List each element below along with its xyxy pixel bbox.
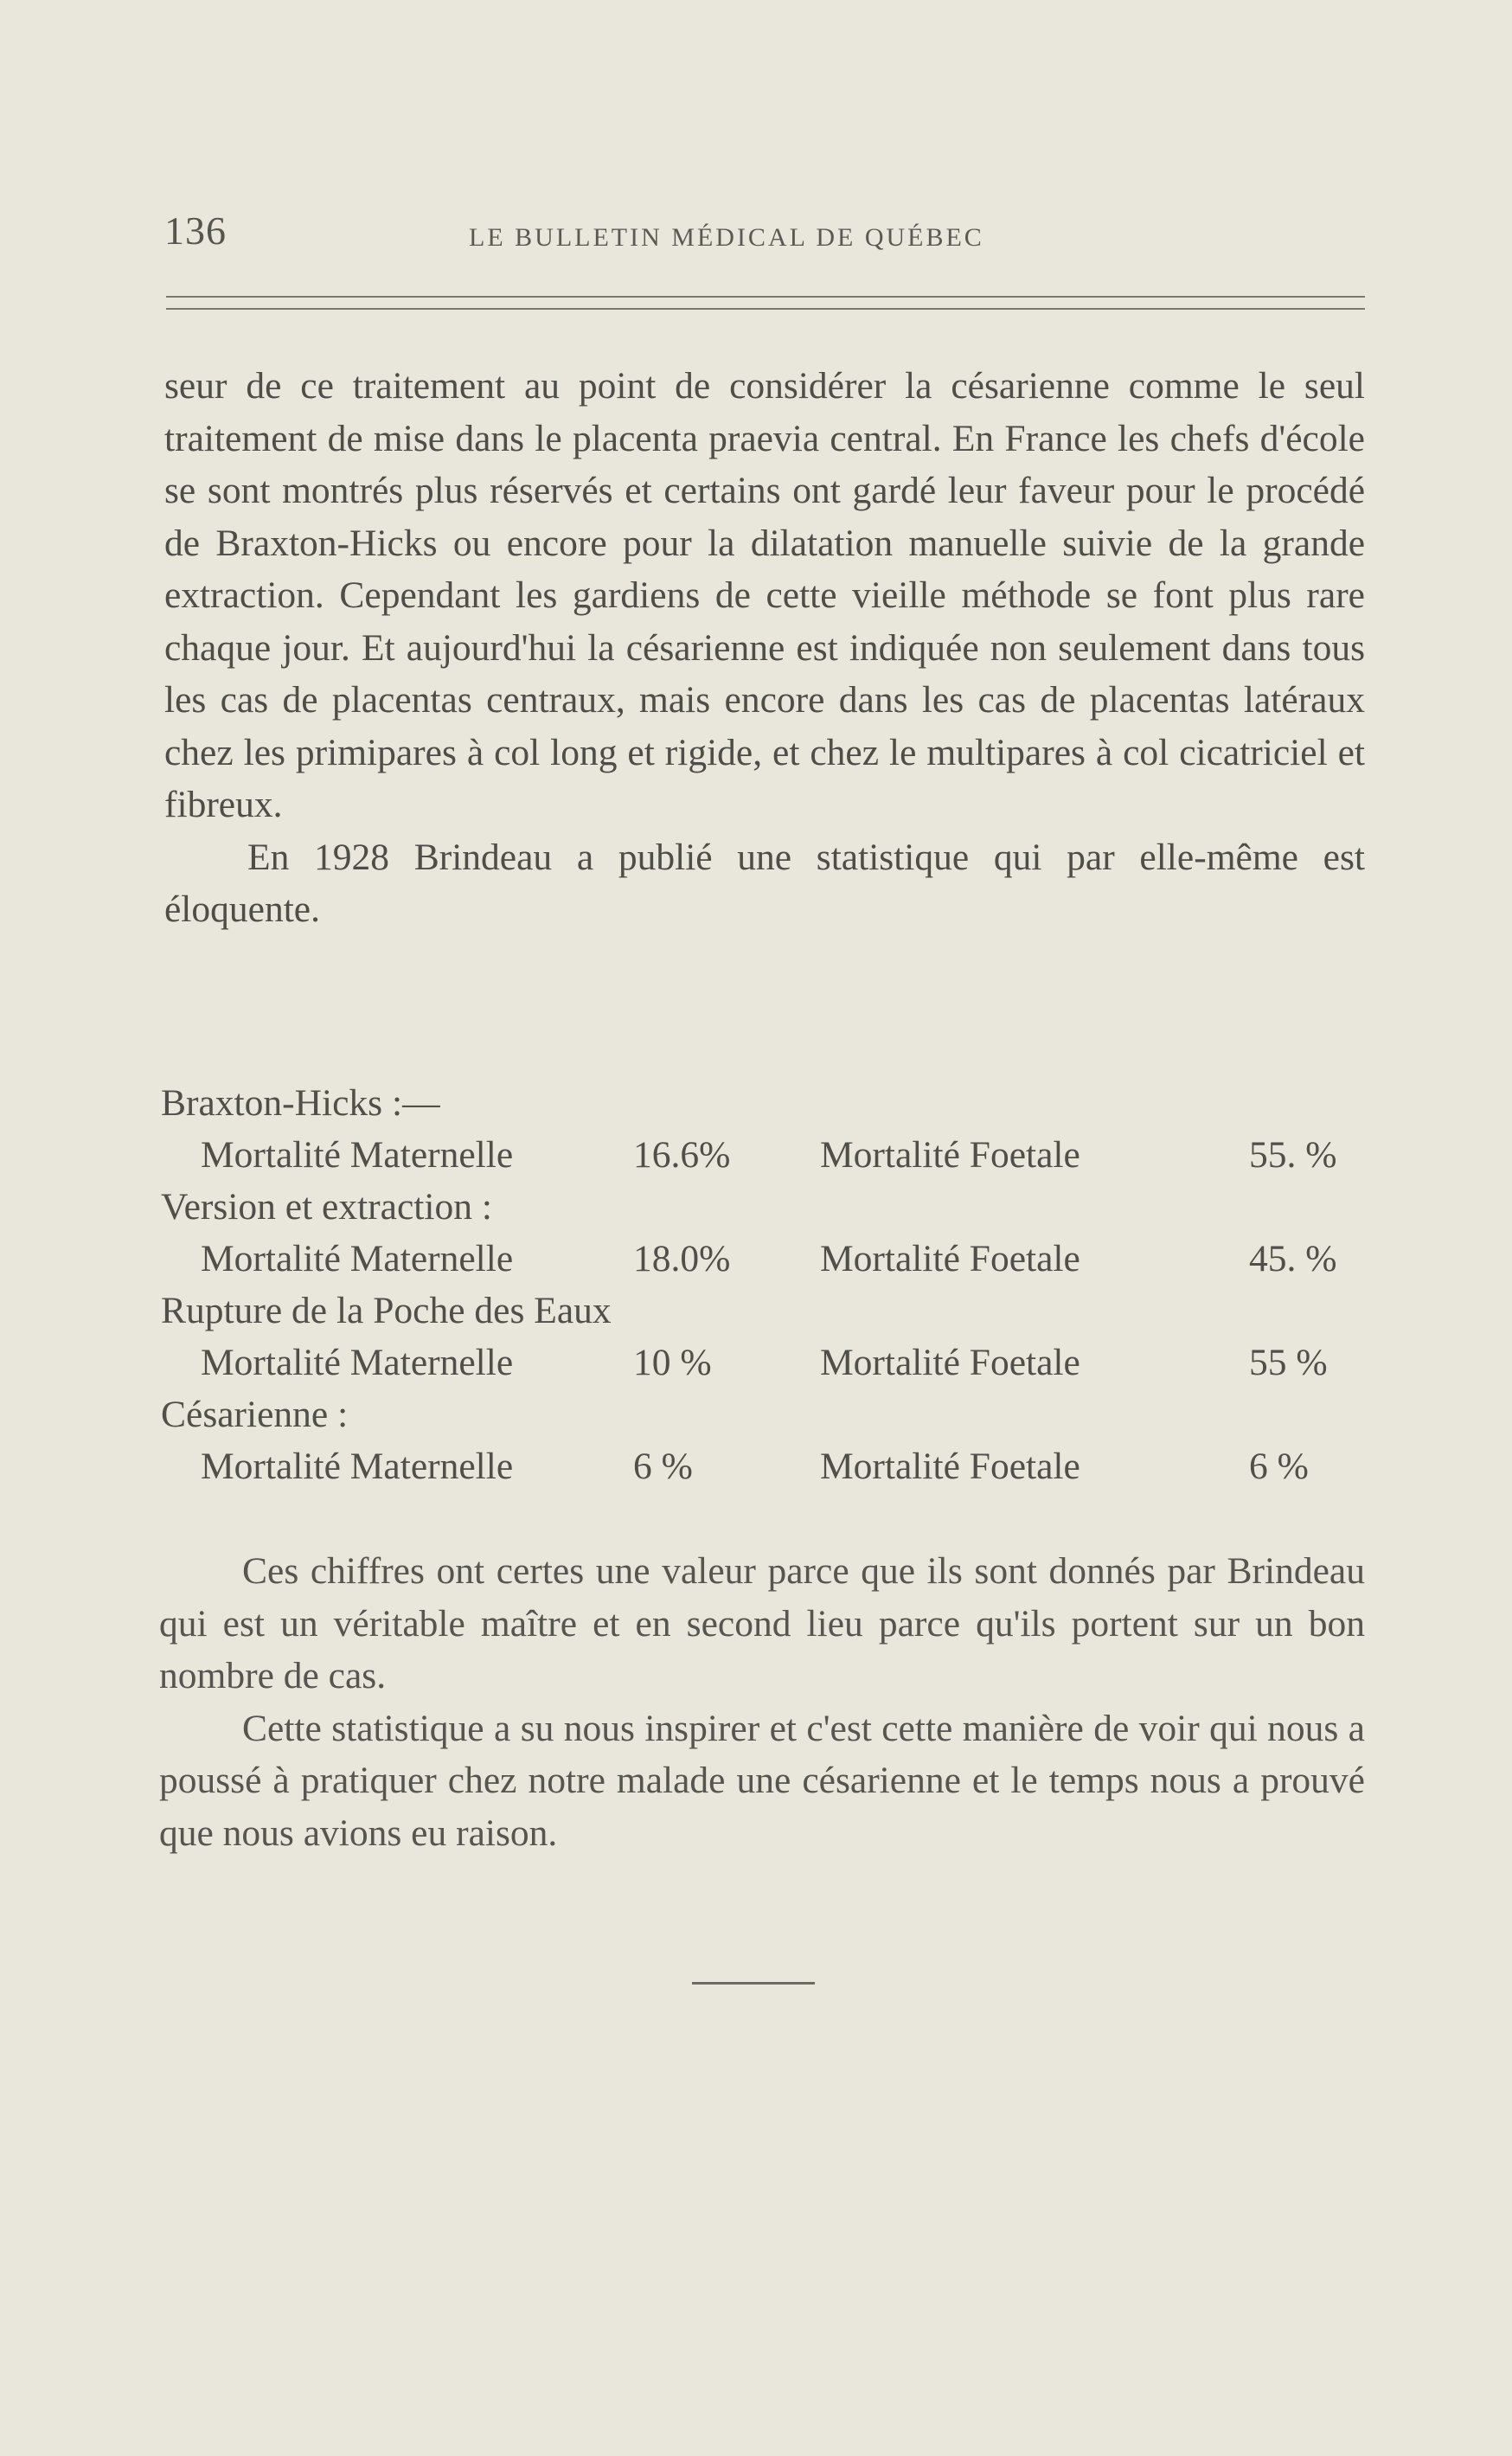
paragraph: En 1928 Brindeau a publié une statistique qui par elle-même est éloquente. [164,836,1365,930]
stat-maternal-label: Mortalité Maternelle [201,1134,514,1176]
body-text [164,360,1365,936]
stat-fetal-value: 45. % [1249,1238,1337,1279]
stat-procedure: Césarienne : [161,1394,349,1435]
stat-fetal-value: 6 % [1249,1446,1309,1487]
journal-title: LE BULLETIN MÉDICAL DE QUÉBEC [469,223,984,252]
stat-maternal-label: Mortalité Maternelle [201,1342,514,1383]
stat-maternal [201,1237,731,1280]
stat-fetal [820,1445,1309,1488]
stat-fetal [820,1341,1328,1384]
stat-fetal-value: 55. % [1249,1134,1337,1176]
stat-fetal [820,1133,1337,1177]
stat-fetal-value: 55 % [1249,1342,1328,1383]
stat-maternal [201,1341,712,1384]
stat-maternal-label: Mortalité Maternelle [201,1446,514,1487]
stat-procedure: Rupture de la Poche des Eaux [161,1290,612,1331]
header-rule [166,296,1365,298]
stat-maternal [201,1133,731,1177]
page-number: 136 [164,208,227,253]
end-rule [692,1982,815,1985]
closing-text [159,1545,1365,1859]
stat-maternal-value: 16.6% [633,1134,731,1176]
stat-fetal-label: Mortalité Foetale [820,1446,1080,1487]
stat-procedure: Braxton-Hicks :— [161,1082,440,1124]
stat-procedure: Version et extraction : [161,1186,492,1228]
header-rule [166,308,1365,310]
stat-maternal-value: 6 % [633,1446,693,1487]
stat-maternal-label: Mortalité Maternelle [201,1238,514,1279]
stat-fetal-label: Mortalité Foetale [820,1134,1080,1176]
paragraph: Ces chiffres ont certes une valeur parce que ils sont donnés par Brindeau qui est un véritable maître et en second lieu parce qu'ils portent sur un bon nombre de cas. [159,1550,1365,1696]
running-head [164,208,1367,268]
paragraph: seur de ce traitement au point de considérer la césarienne comme le seul traitement de mise dans le placenta praevia central. En France les chefs d'école se sont montrés plus réservés et certains ont gardé leur faveur pour le procédé de Braxton-Hicks ou encore pour la dilatation manuelle suivie de la grande extraction. Cependant les gardiens de cette vieille méthode se font plus rare chaque jour. Et aujourd'hui la césarienne est indiquée non seulement dans tous les cas de placentas centraux, mais encore dans les cas de placentas latéraux chez les primipares à col long et rigide, et chez le multipares à col cicatriciel et fibreux. [164,365,1365,825]
stat-maternal-value: 10 % [633,1342,712,1383]
stat-fetal [820,1237,1337,1280]
stat-maternal-value: 18.0% [633,1238,731,1279]
stat-maternal [201,1445,693,1488]
stat-fetal-label: Mortalité Foetale [820,1238,1080,1279]
paragraph: Cette statistique a su nous inspirer et c'est cette manière de voir qui nous a poussé à pratiquer chez notre malade une césarienne et le temps nous a prouvé que nous avions eu raison. [159,1707,1365,1854]
stat-fetal-label: Mortalité Foetale [820,1342,1080,1383]
